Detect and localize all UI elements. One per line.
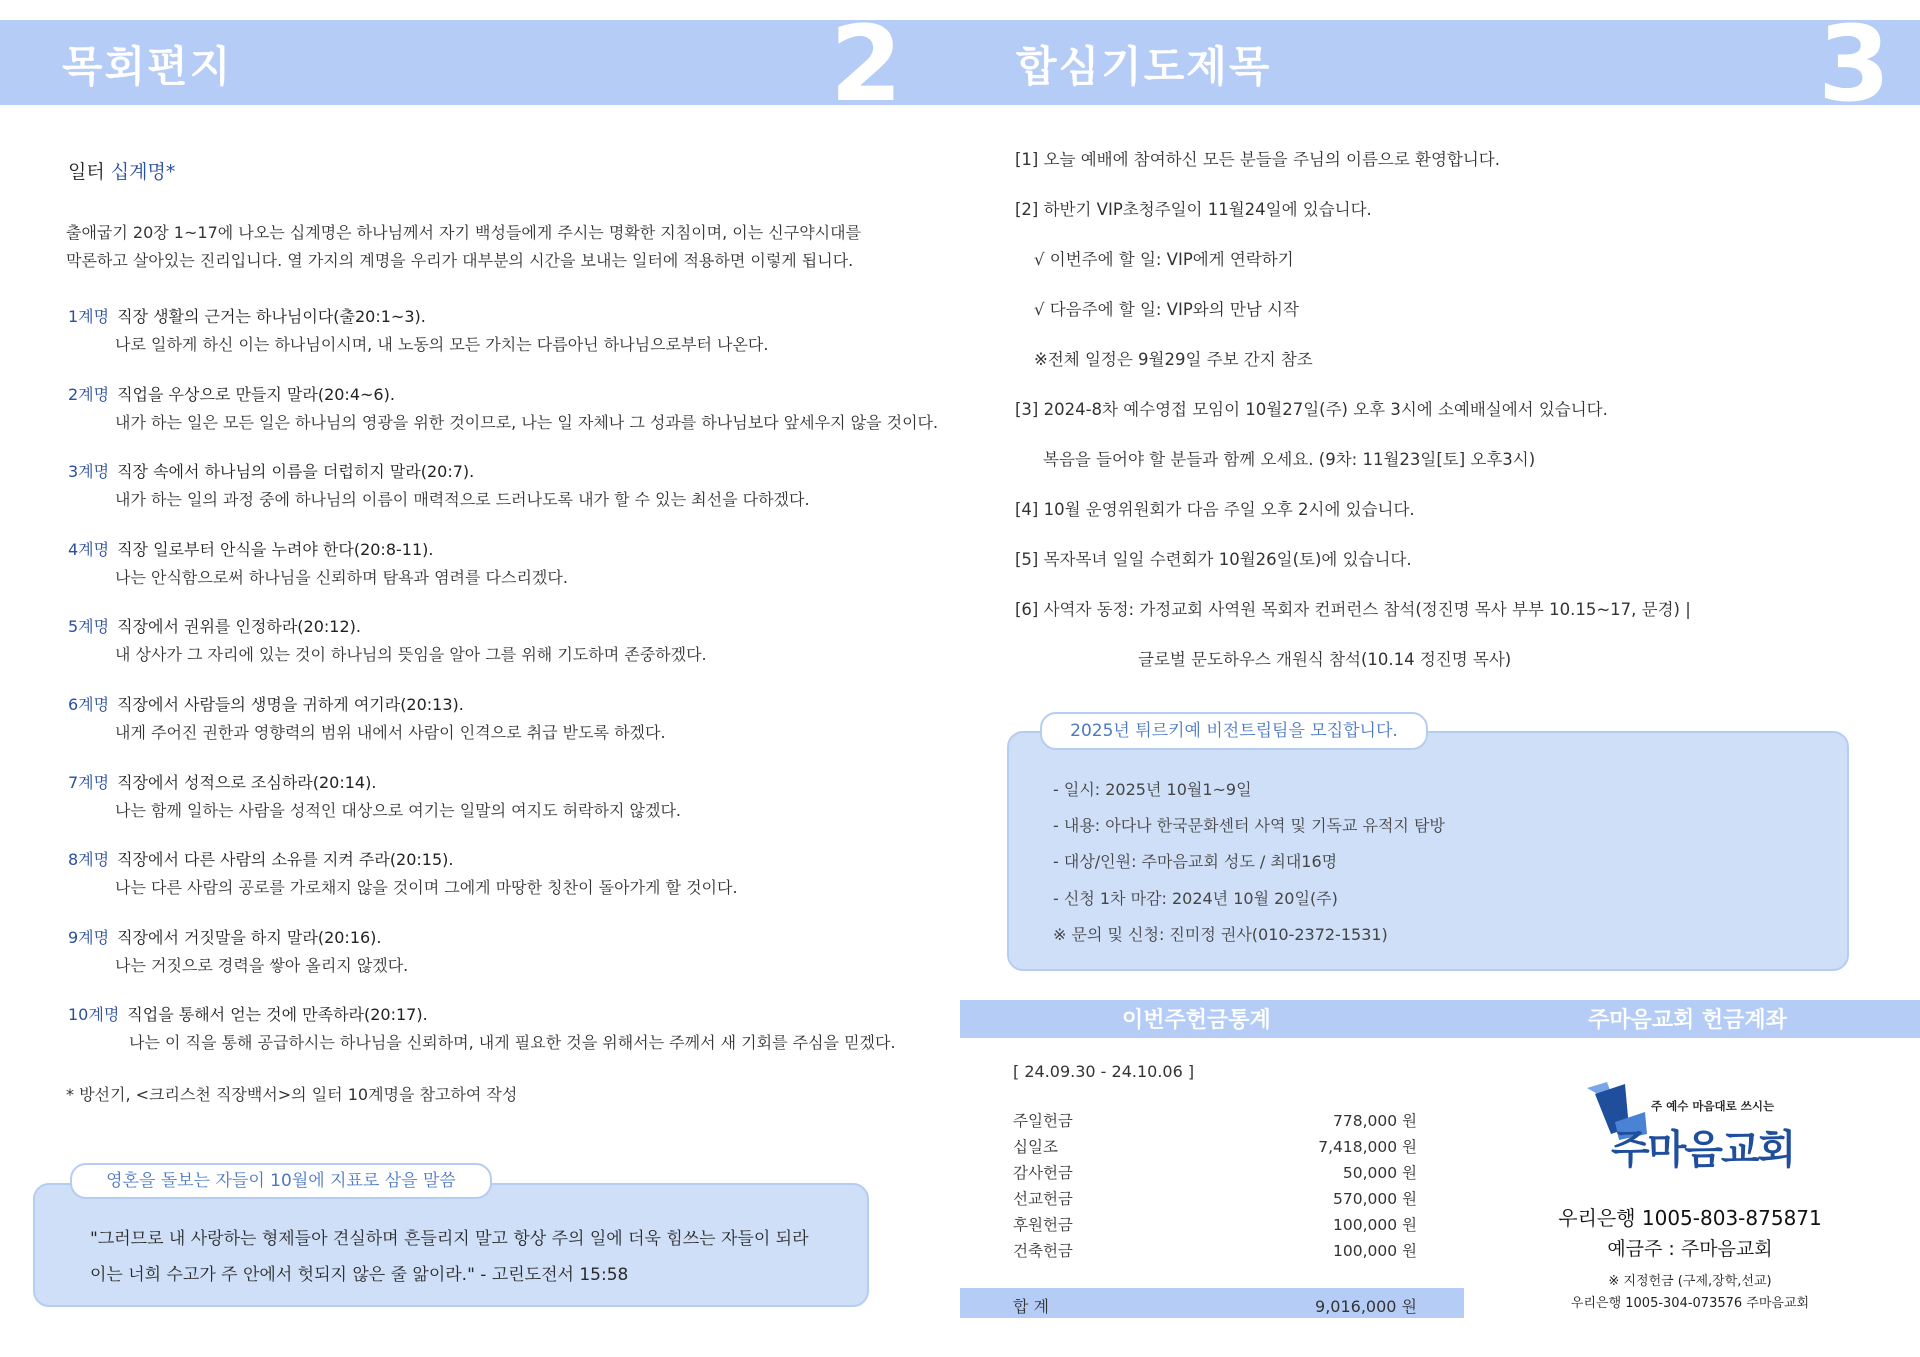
offering-period: [ 24.09.30 - 24.10.06 ]: [1013, 1062, 1195, 1081]
offering-row-label: 주일헌금: [1013, 1112, 1073, 1130]
prayer-item: [6] 사역자 동정: 가정교회 사역원 목회자 컨퍼런스 참석(정진명 목사 부부 10.15~17, 문경) |: [1015, 600, 1691, 619]
commandment-number: 6계명: [68, 695, 110, 714]
prayer-item: [3] 2024-8차 예수영접 모임이 10월27일(주) 오후 3시에 소예배실에서 있습니다.: [1015, 400, 1608, 419]
commandment-desc: 내 상사가 그 자리에 있는 것이 하나님의 뜻임을 알아 그를 위해 기도하며 존중하겠다.: [115, 645, 707, 664]
offering-row: [1013, 1109, 1417, 1131]
commandment-number: 4계명: [68, 540, 110, 559]
offering-row-amount: 100,000 원: [1333, 1242, 1417, 1260]
letter-heading-prefix: 일터: [68, 161, 105, 183]
right-header-band: [960, 20, 1920, 105]
commandment-number: 8계명: [68, 850, 110, 869]
offering-row: [1013, 1213, 1417, 1235]
offering-title: 이번주헌금통계: [1122, 1007, 1271, 1033]
commandment-item: [68, 925, 409, 975]
trip-detail-line: - 대상/인원: 주마음교회 성도 / 최대16명: [1053, 852, 1338, 871]
offering-row: [1013, 1161, 1417, 1183]
commandment-item: [68, 459, 810, 509]
commandment-title: 직장 일로부터 안식을 누려야 한다(20:8-11).: [117, 540, 434, 559]
prayer-item: [4] 10월 운영위원회가 다음 주일 오후 2시에 있습니다.: [1015, 500, 1415, 519]
commandment-number: 5계명: [68, 617, 110, 636]
offering-row-amount: 50,000 원: [1342, 1164, 1417, 1182]
trip-box-label: 2025년 튀르키예 비전트립팀을 모집합니다.: [1040, 712, 1428, 750]
trip-detail-line: - 내용: 아다나 한국문화센터 사역 및 기독교 유적지 탐방: [1053, 816, 1445, 835]
commandment-desc: 나는 거짓으로 경력을 쌓아 올리지 않겠다.: [115, 956, 409, 975]
commandment-item: [68, 382, 939, 432]
left-page-title: 목회편지: [62, 42, 233, 91]
commandment-desc: 나는 다른 사람의 공로를 가로채지 않을 것이며 그에게 마땅한 칭찬이 돌아가게 할 것이다.: [115, 878, 738, 897]
commandment-item: [68, 537, 568, 587]
commandment-desc: 나로 일하게 하신 이는 하나님이시며, 내 노동의 모든 가치는 다름아닌 하나님으로부터 나온다.: [115, 335, 769, 354]
verse-box-label: 영혼을 돌보는 자들이 10월에 지표로 삼을 말씀: [70, 1163, 492, 1199]
commandment-title: 직장에서 사람들의 생명을 귀하게 여기라(20:13).: [117, 695, 464, 714]
account-title: 주마음교회 헌금계좌: [1588, 1007, 1787, 1033]
commandment-item: [68, 770, 681, 820]
commandment-item: [68, 1002, 896, 1052]
prayer-item: [5] 목자목녀 일일 수련회가 10월26일(토)에 있습니다.: [1015, 550, 1412, 569]
offering-row-amount: 570,000 원: [1333, 1190, 1417, 1208]
prayer-subitem: 글로벌 문도하우스 개원식 참석(10.14 정진명 목사): [1138, 650, 1512, 669]
offering-total-row: [960, 1288, 1464, 1318]
commandment-title: 직장에서 거짓말을 하지 말라(20:16).: [117, 928, 382, 947]
prayer-subitem: 복음을 들어야 할 분들과 함께 오세요. (9차: 11월23일[토] 오후3시): [1043, 450, 1536, 469]
letter-footnote: * 방선기, <크리스천 직장백서>의 일터 10계명을 참고하여 작성: [66, 1085, 518, 1104]
right-page-title: 합심기도제목: [1016, 42, 1272, 91]
commandment-title: 직장에서 다른 사람의 소유를 지켜 주라(20:15).: [117, 850, 454, 869]
offering-row-label: 후원헌금: [1013, 1216, 1073, 1234]
letter-intro-line: 출애굽기 20장 1~17에 나오는 십계명은 하나님께서 자기 백성들에게 주시는 명확한 지침이며, 이는 신구약시대를: [66, 223, 862, 242]
letter-intro: [66, 219, 886, 275]
commandment-item: [68, 847, 738, 897]
offering-row: [1013, 1187, 1417, 1209]
commandment-number: 10계명: [68, 1005, 120, 1024]
commandment-number: 3계명: [68, 462, 110, 481]
commandment-title: 직장에서 성적으로 조심하라(20:14).: [117, 773, 377, 792]
commandment-item: [68, 692, 666, 742]
offering-row: [1013, 1239, 1417, 1261]
commandment-item: [68, 304, 769, 354]
prayer-subitem: √ 이번주에 할 일: VIP에게 연락하기: [1034, 250, 1294, 269]
commandment-number: 2계명: [68, 385, 110, 404]
prayer-item: [2] 하반기 VIP초청주일이 11월24일에 있습니다.: [1015, 200, 1372, 219]
offering-row-amount: 7,418,000 원: [1318, 1138, 1417, 1156]
left-header-band: [0, 20, 960, 105]
designated-offering-account: 우리은행 1005-304-073576 주마음교회: [1570, 1296, 1810, 1311]
account-holder: 예금주 : 주마음교회: [1607, 1238, 1773, 1260]
commandment-number: 7계명: [68, 773, 110, 792]
verse-line: 이는 너희 수고가 주 안에서 헛되지 않은 줄 앎이라." - 고린도전서 15:58: [90, 1265, 629, 1285]
offering-row: [1013, 1135, 1417, 1157]
account-bank-line: 우리은행 1005-803-875871: [1558, 1206, 1822, 1230]
offering-row-label: 건축헌금: [1013, 1242, 1073, 1260]
commandment-title: 직업을 우상으로 만들지 말라(20:4~6).: [117, 385, 395, 404]
commandment-title: 직장 속에서 하나님의 이름을 더럽히지 말라(20:7).: [117, 462, 475, 481]
offering-row-label: 십일조: [1013, 1138, 1058, 1156]
prayer-item: [1] 오늘 예배에 참여하신 모든 분들을 주님의 이름으로 환영합니다.: [1015, 150, 1500, 169]
right-page-number: 3: [1818, 20, 1891, 105]
offering-row-amount: 100,000 원: [1333, 1216, 1417, 1234]
church-logo: [1585, 1082, 1795, 1178]
offering-total-amount: 9,016,000 원: [1315, 1297, 1417, 1316]
letter-heading-highlight: 십계명*: [110, 161, 176, 183]
commandment-title: 직장 생활의 근거는 하나님이다(출20:1~3).: [117, 307, 426, 326]
commandment-desc: 나는 함께 일하는 사람을 성적인 대상으로 여기는 일말의 여지도 허락하지 않겠다.: [115, 801, 681, 820]
prayer-note: ※전체 일정은 9월29일 주보 간지 참조: [1034, 350, 1313, 369]
trip-detail-line: ※ 문의 및 신청: 진미정 권사(010-2372-1531): [1053, 925, 1388, 944]
commandment-title: 직장에서 권위를 인정하라(20:12).: [117, 617, 361, 636]
commandment-desc: 내가 하는 일은 모든 일은 하나님의 영광을 위한 것이므로, 나는 일 자체나 그 성과를 하나님보다 앞세우지 않을 것이다.: [115, 413, 939, 432]
logo-name: 주마음교회: [1611, 1127, 1795, 1173]
logo-tagline: 주 예수 마음대로 쓰시는: [1651, 1099, 1775, 1113]
commandment-item: [68, 614, 707, 664]
offering-row-label: 선교헌금: [1013, 1190, 1073, 1208]
commandment-desc: 나는 이 직을 통해 공급하시는 하나님을 신뢰하며, 내게 필요한 것을 위해서는 주께서 새 기회를 주심을 믿겠다.: [129, 1033, 896, 1052]
offering-header-band: [960, 1000, 1920, 1038]
commandment-number: 9계명: [68, 928, 110, 947]
letter-intro-line: 막론하고 살아있는 진리입니다. 열 가지의 계명을 우리가 대부분의 시간을 보내는 일터에 적용하면 이렇게 됩니다.: [66, 251, 854, 270]
commandment-desc: 내게 주어진 권한과 영향력의 범위 내에서 사람이 인격으로 취급 받도록 하겠다.: [115, 723, 666, 742]
trip-detail-line: - 신청 1차 마감: 2024년 10월 20일(주): [1053, 889, 1338, 908]
commandment-title: 직업을 통해서 얻는 것에 만족하라(20:17).: [127, 1005, 428, 1024]
offering-row-amount: 778,000 원: [1333, 1112, 1417, 1130]
verse-line: "그러므로 내 사랑하는 형제들아 견실하며 흔들리지 말고 항상 주의 일에 더욱 힘쓰는 자들이 되라: [90, 1229, 809, 1249]
letter-heading: [68, 157, 175, 184]
offering-row-label: 감사헌금: [1013, 1164, 1073, 1182]
prayer-subitem: √ 다음주에 할 일: VIP와의 만남 시작: [1034, 300, 1299, 319]
commandment-desc: 나는 안식함으로써 하나님을 신뢰하며 탐욕과 염려를 다스리겠다.: [115, 568, 568, 587]
commandment-desc: 내가 하는 일의 과정 중에 하나님의 이름이 매력적으로 드러나도록 내가 할 수 있는 최선을 다하겠다.: [115, 490, 810, 509]
designated-offering-label: ※ 지정헌금 (구제,장학,선교): [1608, 1274, 1772, 1289]
left-page-number: 2: [830, 20, 903, 105]
commandment-number: 1계명: [68, 307, 110, 326]
offering-total-label: 합 계: [1013, 1297, 1049, 1316]
trip-detail-line: - 일시: 2025년 10월1~9일: [1053, 780, 1252, 799]
